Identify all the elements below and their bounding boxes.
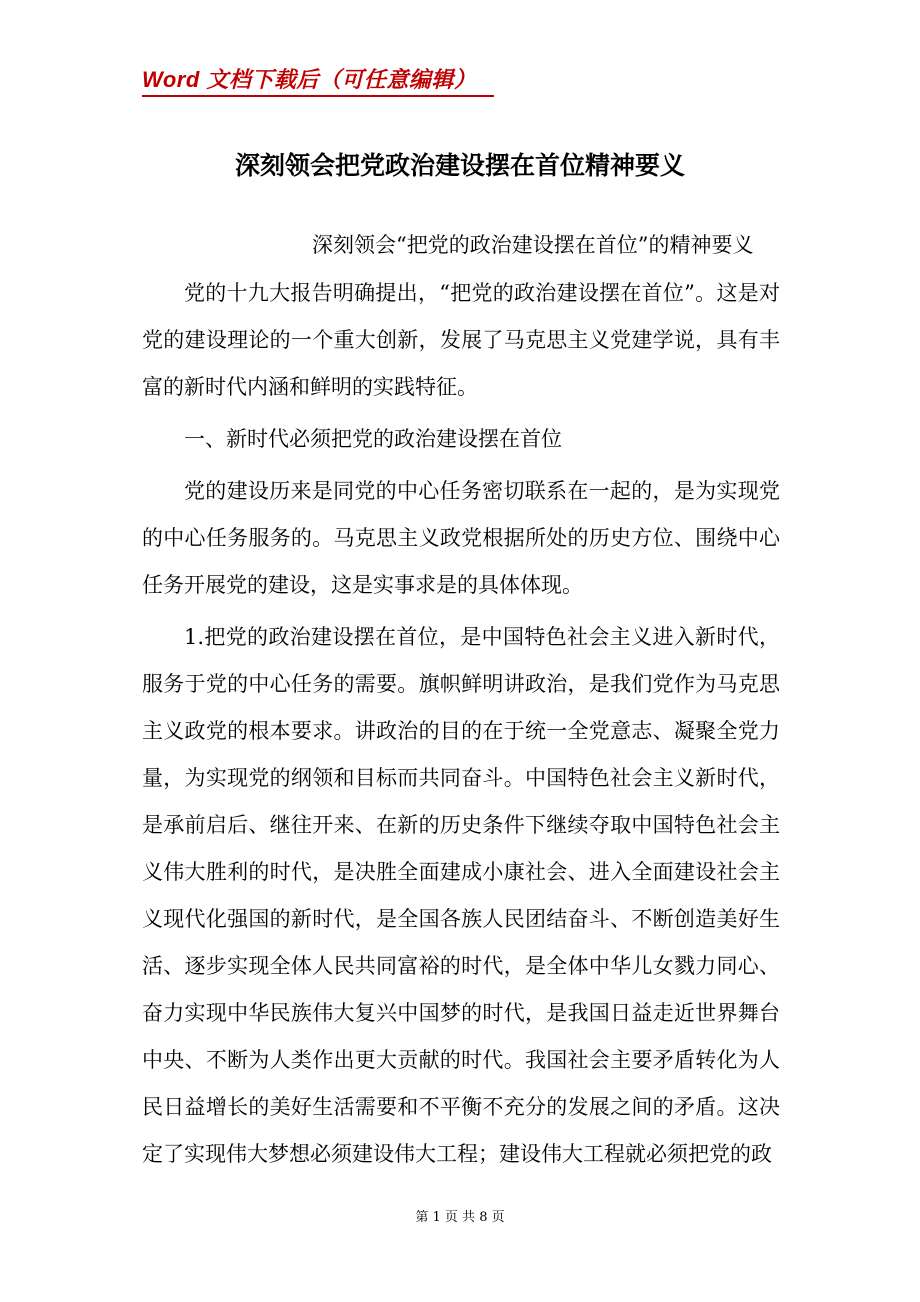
document-subtitle: 深刻领会“把党的政治建设摆在首位”的精神要义 [312, 233, 754, 257]
section-heading: 一、新时代必须把党的政治建设摆在首位 [184, 427, 562, 451]
paragraph: 党的建设历来是同党的中心任务密切联系在一起的，是为实现党的中心任务服务的。马克思主义政党根据所处的历史方位、围绕中心任务开展党的建设，这是实事求是的具体体现。 [142, 479, 780, 597]
document-title: 深刻领会把党政治建设摆在首位精神要义 [234, 151, 685, 180]
document-body [142, 270, 780, 1183]
page-footer: 第 1 页 共 8 页 [415, 1210, 505, 1225]
header-label: Word 文档下载后（可任意编辑） [142, 67, 477, 92]
header-underline [142, 95, 494, 97]
paragraph: 党的十九大报告明确提出，“把党的政治建设摆在首位”。这是对党的建设理论的一个重大创新，发展了马克思主义党建学说，具有丰富的新时代内涵和鲜明的实践特征。 [142, 281, 780, 399]
page-header [142, 64, 476, 98]
paragraph: 1.把党的政治建设摆在首位，是中国特色社会主义进入新时代，服务于党的中心任务的需要。旗帜鲜明讲政治，是我们党作为马克思主义政党的根本要求。讲政治的目的在于统一全党意志、凝聚全党力量，为实现党的纲领和目标而共同奋斗。中国特色社会主义新时代，是承前启后、继往开来、在新的历史条件下继续夺取中国特色社会主义伟大胜利的时代，是决胜全面建成小康社会、进入全面建设社会主义现代化强国的新时代，是全国各族人民团结奋斗、不断创造美好生活、逐步实现全体人民共同富裕的时代，是全体中华儿女戮力同心、奋力实现中华民族伟大复兴中国梦的时代，是我国日益走近世界舞台中央、不断为人类作出更大贡献的时代。我国社会主要矛盾转化为人民日益增长的美好生活需要和不平衡不充分的发展之间的矛盾。这决定了实现伟大梦想必须建设伟大工程；建设伟大工程就必须把党的政 [142, 625, 780, 1166]
